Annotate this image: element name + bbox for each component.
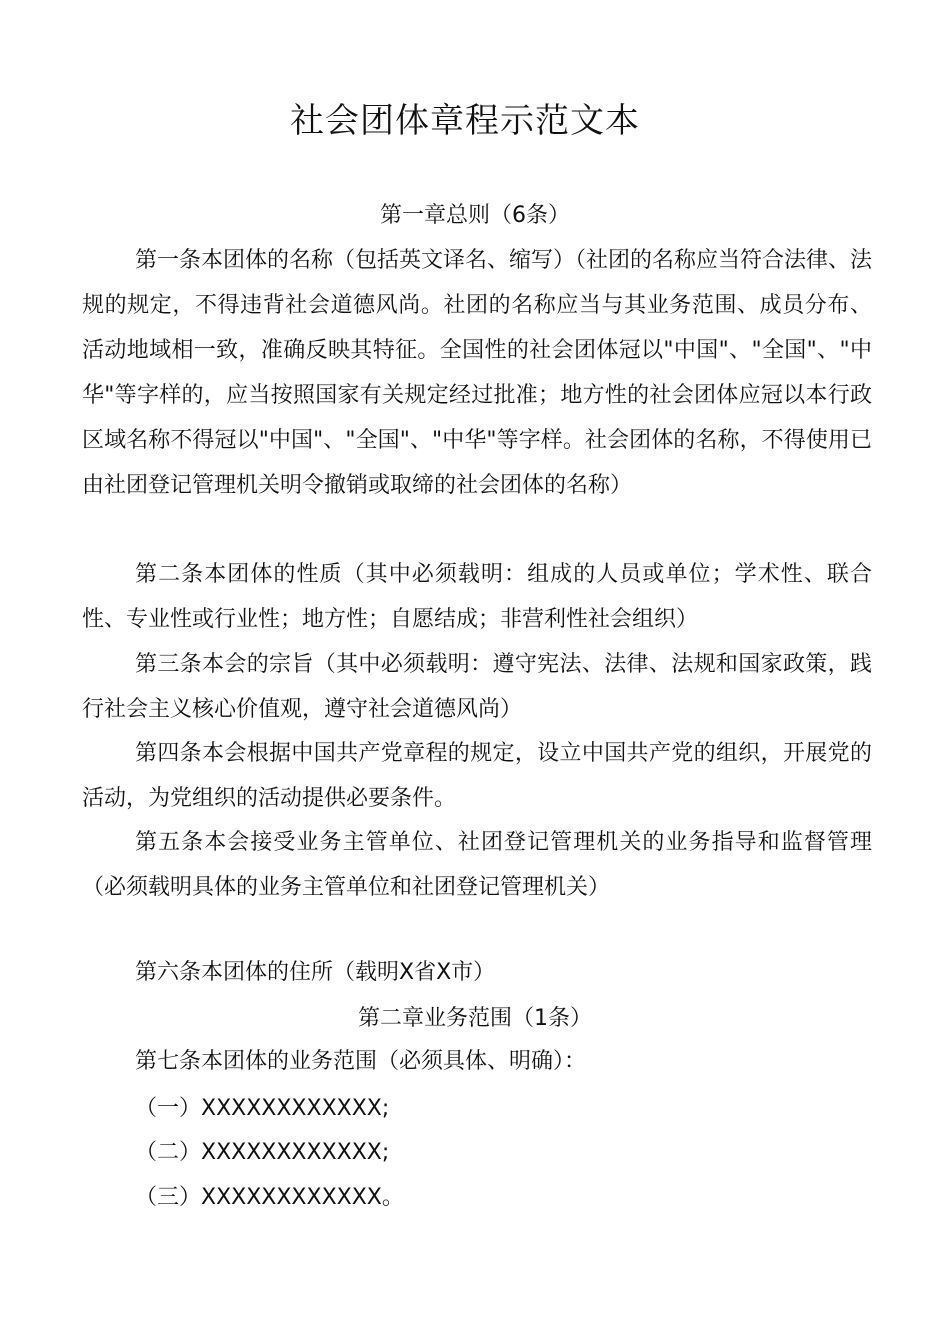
article-4: 第四条本会根据中国共产党章程的规定，设立中国共产党的组织，开展党的活动，为党组织的活动提供必要条件。 [82, 741, 872, 811]
article-1: 第一条本团体的名称（包括英文译名、缩写）（社团的名称应当符合法律、法规的规定，不得违背社会道德风尚。社团的名称应当与其业务范围、成员分布、活动地域相一致，准确反映其特征。全国性的社会团体冠以"中国"、"全国"、"中华"等字样的，应当按照国家有关规定经过批准；地方性的社会团体应冠以本行政区域名称不得冠以"中国"、"全国"、"中华"等字样。社会团体的名称，不得使用已由社团登记管理机关明令撤销或取缔的社会团体的名称） [82, 248, 873, 498]
document-title: 社会团体章程示范文本 [290, 101, 640, 141]
article-6: 第六条本团体的住所（载明X省X市） [135, 960, 496, 985]
article-2: 第二条本团体的性质（其中必须载明：组成的人员或单位；学术性、联合性、专业性或行业性；地方性；自愿结成；非营利性社会组织） [82, 562, 872, 632]
article-3: 第三条本会的宗旨（其中必须载明：遵守宪法、法律、法规和国家政策，践行社会主义核心价值观，遵守社会道德风尚） [82, 652, 872, 722]
business-scope-item: （一）XXXXXXXXXXXX; [135, 1096, 390, 1121]
article-5: 第五条本会接受业务主管单位、社团登记管理机关的业务指导和监督管理（必须载明具体的业务主管单位和社团登记管理机关） [82, 830, 872, 900]
business-scope-item: （二）XXXXXXXXXXXX; [135, 1140, 390, 1165]
chapter-2-heading: 第二章业务范围（1条） [358, 1006, 592, 1031]
article-7: 第七条本团体的业务范围（必须具体、明确）： [135, 1049, 587, 1074]
chapter-1-heading: 第一章总则（6条） [380, 203, 570, 228]
business-scope-item: （三）XXXXXXXXXXXX。 [135, 1185, 404, 1210]
